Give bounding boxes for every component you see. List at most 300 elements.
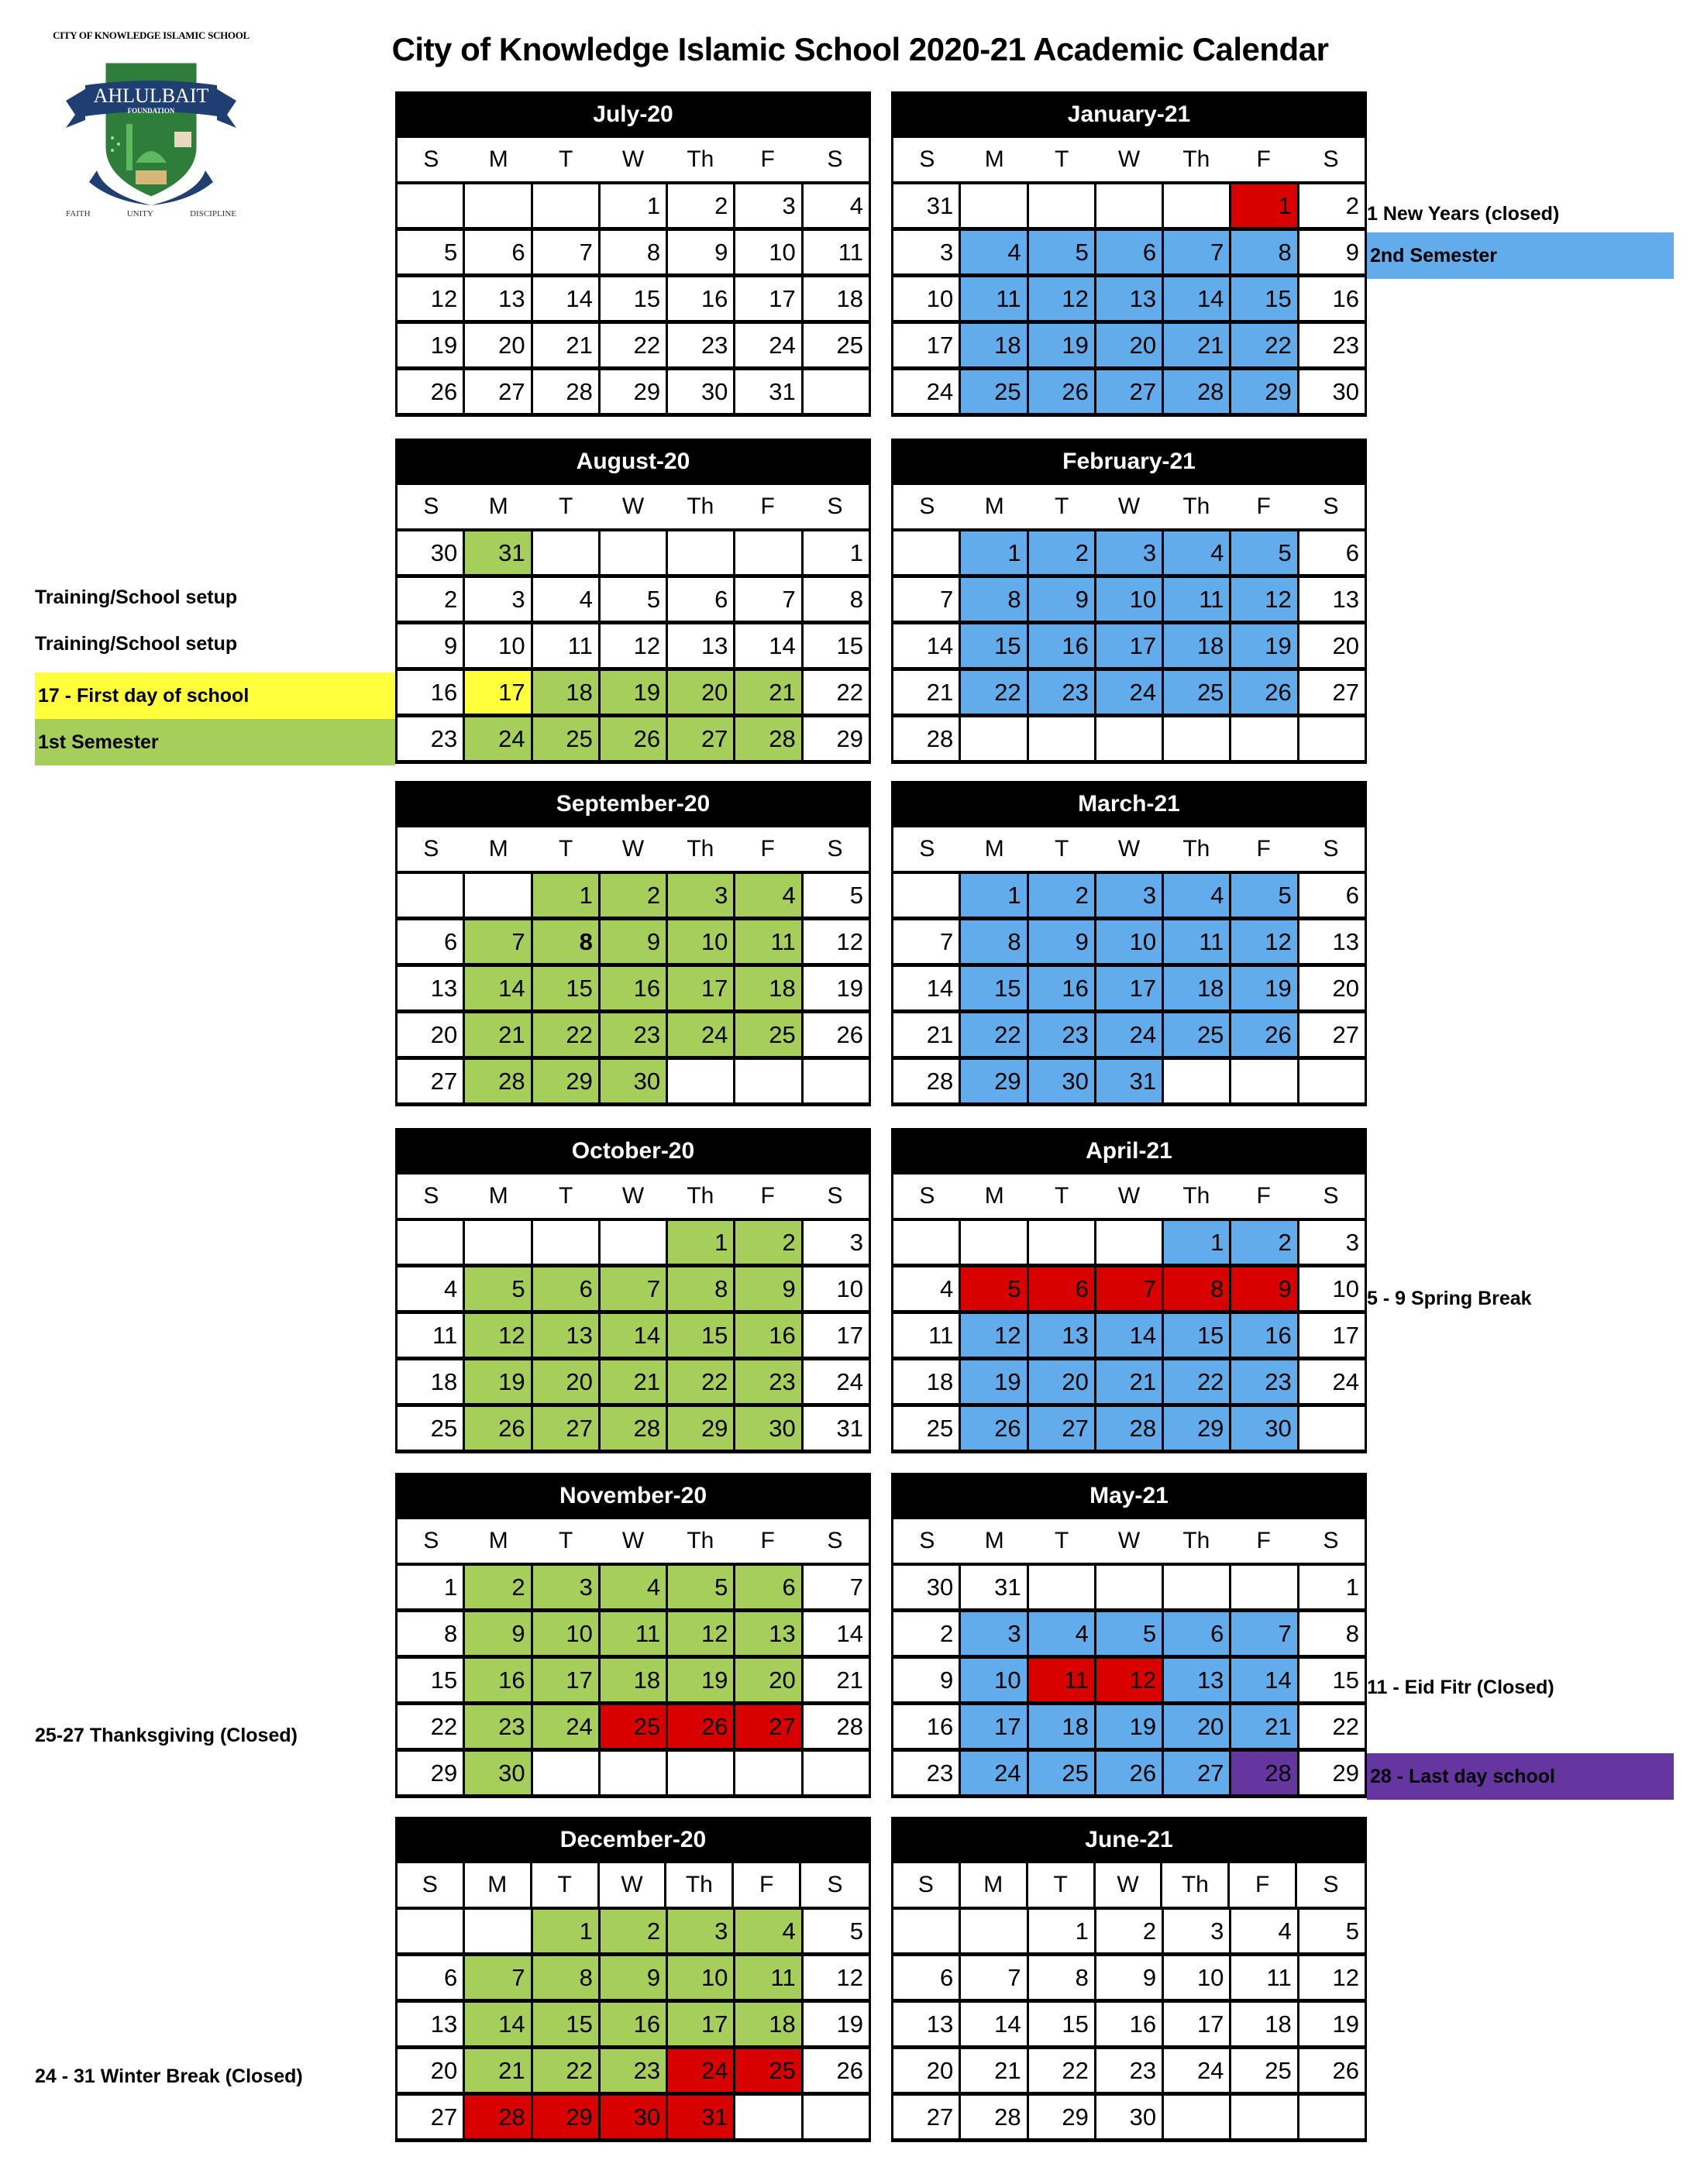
day-cell: 27 bbox=[1164, 1752, 1231, 1798]
day-cell: 1 bbox=[533, 1910, 601, 1956]
day-cell: 21 bbox=[465, 1013, 532, 1060]
day-cell: 10 bbox=[668, 1956, 735, 2003]
day-cell: 14 bbox=[893, 624, 961, 671]
weekday-label: S bbox=[919, 836, 935, 862]
day-cell: 17 bbox=[1164, 2003, 1231, 2049]
day-cell: 26 bbox=[398, 370, 465, 417]
day-cell: 13 bbox=[1299, 920, 1367, 967]
empty-cell bbox=[1231, 717, 1299, 764]
day-cell: 5 bbox=[398, 231, 465, 277]
day-cell: 6 bbox=[465, 231, 532, 277]
day-cell: 17 bbox=[1299, 1314, 1367, 1360]
empty-cell bbox=[465, 184, 532, 231]
weekday-label: M bbox=[961, 1863, 1028, 1907]
motto-faith: FAITH bbox=[66, 209, 91, 218]
empty-cell bbox=[804, 2096, 871, 2142]
day-cell: 7 bbox=[735, 578, 803, 624]
day-cell: 1 bbox=[961, 874, 1028, 920]
day-cell: 25 bbox=[533, 717, 601, 764]
weekday-label: Th bbox=[687, 836, 714, 862]
day-cell: 5 bbox=[1231, 531, 1299, 578]
day-cell: 13 bbox=[1029, 1314, 1096, 1360]
day-cell: 30 bbox=[735, 1407, 803, 1453]
month-sep bbox=[395, 781, 871, 1106]
day-cell: 27 bbox=[668, 717, 735, 764]
day-cell: 9 bbox=[601, 1956, 668, 2003]
weekday-label: S bbox=[827, 836, 843, 862]
day-cell: 19 bbox=[1231, 967, 1299, 1013]
day-cell: 15 bbox=[1029, 2003, 1096, 2049]
day-cell: 19 bbox=[601, 671, 668, 717]
weekday-label: S bbox=[423, 1528, 439, 1553]
day-cell: 20 bbox=[533, 1360, 601, 1407]
day-cell: 2 bbox=[1029, 531, 1096, 578]
day-grid bbox=[891, 1910, 1367, 2142]
day-cell: 14 bbox=[1096, 1314, 1164, 1360]
day-cell: 29 bbox=[1231, 370, 1299, 417]
empty-cell bbox=[1029, 1221, 1096, 1267]
day-cell: 12 bbox=[1029, 277, 1096, 324]
day-cell: 18 bbox=[804, 277, 871, 324]
day-cell: 6 bbox=[668, 578, 735, 624]
day-cell: 4 bbox=[804, 184, 871, 231]
day-cell: 8 bbox=[961, 578, 1028, 624]
day-cell: 1 bbox=[1029, 1910, 1096, 1956]
day-cell: 2 bbox=[601, 1910, 668, 1956]
day-cell: 24 bbox=[668, 1013, 735, 1060]
day-cell: 17 bbox=[961, 1705, 1028, 1752]
day-cell: 23 bbox=[1029, 1013, 1096, 1060]
day-cell: 22 bbox=[601, 324, 668, 370]
motto-unity: UNITY bbox=[126, 209, 153, 218]
day-cell: 27 bbox=[893, 2096, 961, 2142]
day-cell: 25 bbox=[1164, 1013, 1231, 1060]
day-cell: 2 bbox=[1029, 874, 1096, 920]
day-cell: 30 bbox=[893, 1566, 961, 1612]
day-cell: 15 bbox=[398, 1659, 465, 1705]
day-cell: 13 bbox=[668, 624, 735, 671]
day-cell: 30 bbox=[601, 2096, 668, 2142]
empty-cell bbox=[961, 1221, 1028, 1267]
day-cell: 10 bbox=[735, 231, 803, 277]
weekday-label: T bbox=[558, 494, 573, 519]
day-cell: 1 bbox=[1164, 1221, 1231, 1267]
empty-cell bbox=[668, 531, 735, 578]
empty-cell bbox=[961, 184, 1028, 231]
day-cell: 9 bbox=[1299, 231, 1367, 277]
day-cell: 19 bbox=[465, 1360, 532, 1407]
day-cell: 27 bbox=[1096, 370, 1164, 417]
weekday-label: M bbox=[488, 1528, 508, 1553]
weekday-row bbox=[891, 1519, 1367, 1566]
day-cell: 12 bbox=[668, 1612, 735, 1659]
empty-cell bbox=[398, 874, 465, 920]
day-cell: 10 bbox=[804, 1267, 871, 1314]
day-cell: 3 bbox=[804, 1221, 871, 1267]
weekday-label: Th bbox=[687, 1183, 714, 1209]
day-cell: 23 bbox=[465, 1705, 532, 1752]
weekday-row bbox=[395, 827, 871, 874]
day-cell: 13 bbox=[398, 967, 465, 1013]
day-cell: 23 bbox=[601, 2049, 668, 2096]
day-cell: 11 bbox=[893, 1314, 961, 1360]
weekday-label: S bbox=[827, 1528, 843, 1553]
empty-cell bbox=[1164, 2096, 1231, 2142]
day-cell: 4 bbox=[1231, 1910, 1299, 1956]
day-cell: 23 bbox=[893, 1752, 961, 1798]
weekday-label: S bbox=[1323, 494, 1339, 519]
weekday-label: Th bbox=[687, 1528, 714, 1553]
left-note: Training/School setup bbox=[35, 632, 238, 655]
day-cell: 15 bbox=[804, 624, 871, 671]
day-cell: 18 bbox=[893, 1360, 961, 1407]
day-cell: 4 bbox=[735, 1910, 803, 1956]
day-cell: 30 bbox=[1299, 370, 1367, 417]
day-cell: 13 bbox=[1299, 578, 1367, 624]
empty-cell bbox=[804, 1752, 871, 1798]
day-cell: 28 bbox=[893, 717, 961, 764]
day-cell: 24 bbox=[735, 324, 803, 370]
day-cell: 8 bbox=[668, 1267, 735, 1314]
day-cell: 17 bbox=[668, 2003, 735, 2049]
weekday-row bbox=[891, 827, 1367, 874]
day-cell: 18 bbox=[735, 2003, 803, 2049]
day-cell: 6 bbox=[1096, 231, 1164, 277]
month-dec bbox=[395, 1817, 871, 2142]
day-cell: 22 bbox=[804, 671, 871, 717]
day-cell: 18 bbox=[961, 324, 1028, 370]
weekday-label: T bbox=[1054, 1183, 1069, 1209]
day-cell: 22 bbox=[398, 1705, 465, 1752]
day-cell: 10 bbox=[893, 277, 961, 324]
day-cell: 16 bbox=[893, 1705, 961, 1752]
day-cell: 10 bbox=[1164, 1956, 1231, 2003]
day-cell: 9 bbox=[668, 231, 735, 277]
day-cell: 27 bbox=[398, 1060, 465, 1106]
day-cell: 29 bbox=[398, 1752, 465, 1798]
day-cell: 20 bbox=[668, 671, 735, 717]
day-grid bbox=[891, 1566, 1367, 1798]
empty-cell bbox=[1029, 1566, 1096, 1612]
weekday-label: S bbox=[1323, 1528, 1339, 1553]
empty-cell bbox=[1164, 1060, 1231, 1106]
empty-cell bbox=[735, 1752, 803, 1798]
weekday-label: F bbox=[760, 836, 775, 862]
weekday-label: F bbox=[1256, 1528, 1271, 1553]
day-cell: 31 bbox=[893, 184, 961, 231]
day-cell: 21 bbox=[533, 324, 601, 370]
motto-discipline: DISCIPLINE bbox=[190, 209, 236, 218]
day-cell: 26 bbox=[1299, 2049, 1367, 2096]
weekday-label: S bbox=[398, 1863, 465, 1907]
day-cell: 28 bbox=[961, 2096, 1028, 2142]
weekday-label: S bbox=[423, 494, 439, 519]
day-cell: 26 bbox=[465, 1407, 532, 1453]
day-cell: 8 bbox=[533, 1956, 601, 2003]
empty-cell bbox=[804, 370, 871, 417]
day-cell: 18 bbox=[1164, 624, 1231, 671]
month-title: August-20 bbox=[395, 439, 871, 485]
day-cell: 11 bbox=[1164, 578, 1231, 624]
day-cell: 9 bbox=[398, 624, 465, 671]
day-cell: 28 bbox=[804, 1705, 871, 1752]
empty-cell bbox=[735, 531, 803, 578]
day-cell: 31 bbox=[465, 531, 532, 578]
weekday-label: M bbox=[488, 146, 508, 172]
month-title: April-21 bbox=[891, 1128, 1367, 1175]
day-cell: 24 bbox=[1299, 1360, 1367, 1407]
day-cell: 25 bbox=[735, 1013, 803, 1060]
day-cell: 14 bbox=[601, 1314, 668, 1360]
day-cell: 22 bbox=[1029, 2049, 1096, 2096]
weekday-label: T bbox=[1054, 1528, 1069, 1553]
day-cell: 18 bbox=[1029, 1705, 1096, 1752]
day-cell: 4 bbox=[735, 874, 803, 920]
day-grid bbox=[891, 874, 1367, 1106]
day-cell: 24 bbox=[1096, 671, 1164, 717]
day-cell: 12 bbox=[1231, 920, 1299, 967]
day-cell: 13 bbox=[735, 1612, 803, 1659]
day-cell: 7 bbox=[533, 231, 601, 277]
day-cell: 28 bbox=[1164, 370, 1231, 417]
right-note: 5 - 9 Spring Break bbox=[1367, 1287, 1532, 1309]
day-cell: 12 bbox=[1231, 578, 1299, 624]
day-cell: 29 bbox=[668, 1407, 735, 1453]
empty-cell bbox=[1029, 717, 1096, 764]
day-cell: 12 bbox=[465, 1314, 532, 1360]
weekday-label: T bbox=[558, 146, 573, 172]
day-cell: 3 bbox=[1164, 1910, 1231, 1956]
day-cell: 14 bbox=[804, 1612, 871, 1659]
day-cell: 13 bbox=[533, 1314, 601, 1360]
day-cell: 24 bbox=[465, 717, 532, 764]
day-cell: 24 bbox=[1096, 1013, 1164, 1060]
weekday-label: T bbox=[532, 1863, 600, 1907]
day-cell: 3 bbox=[668, 1910, 735, 1956]
day-cell: 29 bbox=[961, 1060, 1028, 1106]
day-cell: 10 bbox=[1096, 920, 1164, 967]
weekday-label: S bbox=[1323, 836, 1339, 862]
day-cell: 11 bbox=[804, 231, 871, 277]
day-cell: 30 bbox=[1029, 1060, 1096, 1106]
day-cell: 27 bbox=[398, 2096, 465, 2142]
day-cell: 2 bbox=[601, 874, 668, 920]
day-cell: 2 bbox=[1096, 1910, 1164, 1956]
day-cell: 8 bbox=[1299, 1612, 1367, 1659]
day-cell: 15 bbox=[533, 967, 601, 1013]
day-cell: 8 bbox=[1029, 1956, 1096, 2003]
empty-cell bbox=[804, 1060, 871, 1106]
day-cell: 28 bbox=[465, 2096, 532, 2142]
weekday-label: S bbox=[827, 494, 843, 519]
day-cell: 6 bbox=[1164, 1612, 1231, 1659]
day-cell: 21 bbox=[735, 671, 803, 717]
month-title: December-20 bbox=[395, 1817, 871, 1863]
day-cell: 29 bbox=[1299, 1752, 1367, 1798]
day-cell: 29 bbox=[804, 717, 871, 764]
day-cell: 6 bbox=[893, 1956, 961, 2003]
day-cell: 10 bbox=[668, 920, 735, 967]
day-cell: 11 bbox=[961, 277, 1028, 324]
day-cell: 31 bbox=[668, 2096, 735, 2142]
weekday-label: W bbox=[621, 1528, 645, 1553]
weekday-label: W bbox=[600, 1863, 667, 1907]
day-cell: 14 bbox=[465, 2003, 532, 2049]
day-cell: 15 bbox=[668, 1314, 735, 1360]
day-cell: 25 bbox=[735, 2049, 803, 2096]
empty-cell bbox=[398, 184, 465, 231]
left-note: 1st Semester bbox=[35, 719, 395, 765]
day-cell: 11 bbox=[1164, 920, 1231, 967]
day-cell: 27 bbox=[1029, 1407, 1096, 1453]
day-cell: 11 bbox=[533, 624, 601, 671]
day-cell: 15 bbox=[533, 2003, 601, 2049]
day-cell: 3 bbox=[533, 1566, 601, 1612]
weekday-row bbox=[395, 1175, 871, 1221]
weekday-row bbox=[395, 1519, 871, 1566]
day-cell: 20 bbox=[1299, 624, 1367, 671]
day-cell: 22 bbox=[961, 1013, 1028, 1060]
day-cell: 30 bbox=[465, 1752, 532, 1798]
month-title: July-20 bbox=[395, 91, 871, 138]
empty-cell bbox=[465, 1221, 532, 1267]
day-cell: 6 bbox=[1299, 874, 1367, 920]
school-logo bbox=[43, 29, 260, 223]
weekday-label: F bbox=[760, 146, 775, 172]
day-cell: 30 bbox=[1231, 1407, 1299, 1453]
day-cell: 13 bbox=[1096, 277, 1164, 324]
day-cell: 31 bbox=[804, 1407, 871, 1453]
day-cell: 14 bbox=[735, 624, 803, 671]
day-cell: 11 bbox=[1231, 1956, 1299, 2003]
day-cell: 6 bbox=[533, 1267, 601, 1314]
weekday-label: F bbox=[1256, 1183, 1271, 1209]
day-cell: 18 bbox=[1231, 2003, 1299, 2049]
day-cell: 6 bbox=[398, 1956, 465, 2003]
day-cell: 7 bbox=[1231, 1612, 1299, 1659]
day-cell: 7 bbox=[804, 1566, 871, 1612]
weekday-label: W bbox=[1117, 1183, 1141, 1209]
day-cell: 4 bbox=[601, 1566, 668, 1612]
day-cell: 4 bbox=[1029, 1612, 1096, 1659]
weekday-label: S bbox=[919, 1183, 935, 1209]
day-cell: 20 bbox=[1029, 1360, 1096, 1407]
day-cell: 1 bbox=[1299, 1566, 1367, 1612]
day-cell: 25 bbox=[893, 1407, 961, 1453]
logo-banner-text: AHLULBAIT bbox=[93, 84, 209, 107]
day-cell: 24 bbox=[668, 2049, 735, 2096]
weekday-label: S bbox=[423, 836, 439, 862]
day-cell: 3 bbox=[668, 874, 735, 920]
left-note: 25-27 Thanksgiving (Closed) bbox=[35, 1724, 298, 1746]
weekday-label: M bbox=[984, 836, 1004, 862]
day-cell: 17 bbox=[804, 1314, 871, 1360]
day-cell: 8 bbox=[961, 920, 1028, 967]
day-cell: 4 bbox=[398, 1267, 465, 1314]
day-cell: 27 bbox=[1299, 1013, 1367, 1060]
day-cell: 24 bbox=[961, 1752, 1028, 1798]
day-cell: 8 bbox=[601, 231, 668, 277]
day-cell: 13 bbox=[1164, 1659, 1231, 1705]
day-cell: 21 bbox=[601, 1360, 668, 1407]
weekday-label: W bbox=[621, 146, 645, 172]
day-cell: 6 bbox=[1029, 1267, 1096, 1314]
day-cell: 28 bbox=[601, 1407, 668, 1453]
day-cell: 2 bbox=[465, 1566, 532, 1612]
day-cell: 8 bbox=[533, 920, 601, 967]
day-cell: 4 bbox=[1164, 874, 1231, 920]
day-cell: 26 bbox=[1096, 1752, 1164, 1798]
day-cell: 16 bbox=[398, 671, 465, 717]
empty-cell bbox=[668, 1752, 735, 1798]
day-cell: 5 bbox=[601, 578, 668, 624]
day-cell: 25 bbox=[601, 1705, 668, 1752]
day-cell: 15 bbox=[1231, 277, 1299, 324]
day-cell: 20 bbox=[1096, 324, 1164, 370]
day-cell: 22 bbox=[1299, 1705, 1367, 1752]
day-cell: 4 bbox=[961, 231, 1028, 277]
day-cell: 21 bbox=[893, 671, 961, 717]
day-cell: 30 bbox=[601, 1060, 668, 1106]
day-cell: 11 bbox=[735, 1956, 803, 2003]
day-cell: 4 bbox=[1164, 531, 1231, 578]
day-cell: 7 bbox=[465, 920, 532, 967]
empty-cell bbox=[1096, 717, 1164, 764]
weekday-label: Th bbox=[1182, 146, 1210, 172]
day-cell: 5 bbox=[804, 874, 871, 920]
day-cell: 27 bbox=[465, 370, 532, 417]
weekday-row bbox=[395, 138, 871, 184]
day-cell: 5 bbox=[961, 1267, 1028, 1314]
day-cell: 21 bbox=[1164, 324, 1231, 370]
day-cell: 26 bbox=[804, 1013, 871, 1060]
day-cell: 1 bbox=[1231, 184, 1299, 231]
day-cell: 20 bbox=[398, 2049, 465, 2096]
day-cell: 28 bbox=[893, 1060, 961, 1106]
day-cell: 30 bbox=[668, 370, 735, 417]
day-cell: 16 bbox=[1029, 624, 1096, 671]
weekday-label: S bbox=[827, 146, 843, 172]
weekday-label: S bbox=[827, 1183, 843, 1209]
day-cell: 28 bbox=[533, 370, 601, 417]
day-cell: 7 bbox=[1164, 231, 1231, 277]
day-cell: 29 bbox=[601, 370, 668, 417]
day-grid bbox=[395, 1910, 871, 2142]
day-cell: 21 bbox=[1231, 1705, 1299, 1752]
day-cell: 16 bbox=[601, 967, 668, 1013]
weekday-label: F bbox=[734, 1863, 801, 1907]
left-note: 24 - 31 Winter Break (Closed) bbox=[35, 2065, 303, 2087]
day-cell: 8 bbox=[1231, 231, 1299, 277]
day-cell: 19 bbox=[1096, 1705, 1164, 1752]
day-cell: 1 bbox=[668, 1221, 735, 1267]
day-cell: 26 bbox=[668, 1705, 735, 1752]
day-cell: 19 bbox=[1029, 324, 1096, 370]
day-cell: 5 bbox=[1231, 874, 1299, 920]
weekday-label: S bbox=[423, 146, 439, 172]
day-cell: 2 bbox=[1231, 1221, 1299, 1267]
empty-cell bbox=[893, 531, 961, 578]
day-cell: 20 bbox=[735, 1659, 803, 1705]
day-cell: 9 bbox=[1231, 1267, 1299, 1314]
day-cell: 1 bbox=[398, 1566, 465, 1612]
day-cell: 4 bbox=[893, 1267, 961, 1314]
empty-cell bbox=[1096, 184, 1164, 231]
day-cell: 11 bbox=[735, 920, 803, 967]
day-cell: 24 bbox=[533, 1705, 601, 1752]
empty-cell bbox=[893, 874, 961, 920]
day-cell: 28 bbox=[465, 1060, 532, 1106]
